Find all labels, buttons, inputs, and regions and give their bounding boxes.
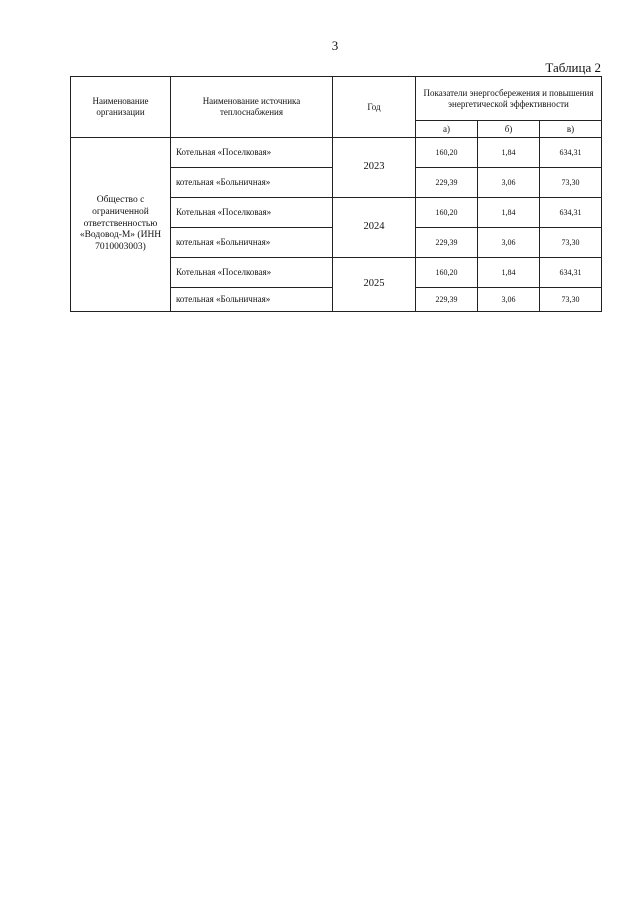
table-caption: Таблица 2: [545, 60, 601, 75]
value-a-cell: 229,39: [416, 288, 478, 312]
organization-cell: Общество с ограниченной ответственностью «Водовод-М» (ИНН 7010003003): [71, 138, 171, 312]
value-a-cell: 160,20: [416, 198, 478, 228]
header-year: Год: [333, 77, 416, 138]
value-c-cell: 73,30: [540, 288, 602, 312]
subheader-c: в): [540, 121, 602, 138]
value-a-cell: 229,39: [416, 228, 478, 258]
value-c-cell: 634,31: [540, 138, 602, 168]
source-cell: котельная «Больничная»: [171, 168, 333, 198]
value-b-cell: 1,84: [478, 138, 540, 168]
value-b-cell: 3,06: [478, 168, 540, 198]
year-cell: 2024: [333, 198, 416, 258]
value-b-cell: 3,06: [478, 228, 540, 258]
value-b-cell: 3,06: [478, 288, 540, 312]
value-a-cell: 160,20: [416, 258, 478, 288]
header-organization: Наименование организации: [71, 77, 171, 138]
source-cell: Котельная «Поселковая»: [171, 198, 333, 228]
header-indicators: Показатели энергосбережения и повышения энергетической эффективности: [416, 77, 602, 121]
value-b-cell: 1,84: [478, 198, 540, 228]
page-number: 3: [331, 38, 339, 53]
value-b-cell: 1,84: [478, 258, 540, 288]
indicators-table: [70, 76, 602, 312]
header-source: Наименование источника теплоснабжения: [171, 77, 333, 138]
source-cell: котельная «Больничная»: [171, 228, 333, 258]
source-cell: котельная «Больничная»: [171, 288, 333, 312]
value-c-cell: 73,30: [540, 228, 602, 258]
source-cell: Котельная «Поселковая»: [171, 138, 333, 168]
value-c-cell: 634,31: [540, 258, 602, 288]
subheader-a: а): [416, 121, 478, 138]
value-a-cell: 229,39: [416, 168, 478, 198]
value-c-cell: 634,31: [540, 198, 602, 228]
table-row: [71, 138, 602, 168]
source-cell: Котельная «Поселковая»: [171, 258, 333, 288]
subheader-b: б): [478, 121, 540, 138]
year-cell: 2025: [333, 258, 416, 312]
value-a-cell: 160,20: [416, 138, 478, 168]
year-cell: 2023: [333, 138, 416, 198]
header-row: [71, 77, 602, 121]
value-c-cell: 73,30: [540, 168, 602, 198]
